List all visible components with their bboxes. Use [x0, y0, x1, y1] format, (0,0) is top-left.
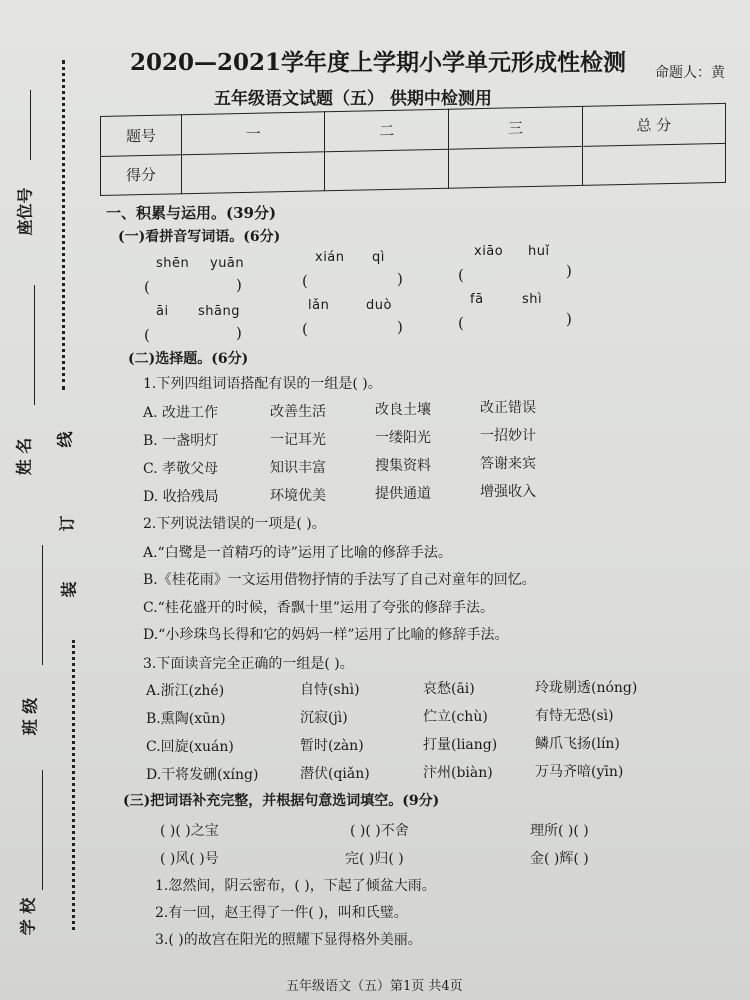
answer-paren-close[interactable]: ) — [566, 310, 572, 328]
answer-paren-open[interactable]: ( — [144, 278, 150, 296]
fill-word[interactable]: ( )( )之宝 — [160, 823, 219, 839]
answer-paren-close[interactable]: ) — [566, 262, 572, 280]
option-cell: 知识丰富 — [270, 460, 326, 476]
option-cell: D.干将发硎(xíng) — [146, 767, 259, 783]
author-label: 命题人：黄 — [655, 65, 725, 81]
pinyin: shēn — [156, 256, 190, 271]
option-cell: 有恃无恐(sì) — [535, 708, 614, 724]
score-cell[interactable] — [449, 146, 583, 188]
fill-sentence[interactable]: 3.( )的故宫在阳光的照耀下显得格外美丽。 — [155, 932, 422, 948]
pinyin: lǎn — [308, 298, 330, 313]
pinyin: shì — [522, 292, 543, 307]
pinyin: qì — [372, 250, 385, 265]
class-blank-line — [42, 545, 43, 665]
score-table-row-label: 得分 — [101, 154, 182, 195]
option-cell: 万马齐喑(yīn) — [535, 764, 624, 780]
score-table-header-cell: 三 — [449, 106, 583, 148]
fill-word[interactable]: 理所( )( ) — [530, 823, 589, 839]
option-cell: D. 收拾残局 — [143, 489, 219, 505]
score-table — [100, 103, 726, 196]
fill-word[interactable]: 金( )辉( ) — [530, 851, 589, 867]
seat-label: 座位号 — [15, 187, 35, 236]
ding-label: 订 — [57, 515, 77, 532]
option-cell: 自恃(shì) — [300, 682, 360, 698]
option-cell: 答谢来宾 — [480, 456, 536, 472]
option-line: B.《桂花雨》一文运用借物抒情的手法写了自己对童年的回忆。 — [143, 572, 536, 588]
answer-paren-open[interactable]: ( — [302, 320, 308, 338]
option-cell: 暂时(zàn) — [300, 738, 364, 754]
option-cell: 玲珑剔透(nóng) — [535, 680, 638, 696]
option-cell: 改良土壤 — [375, 402, 431, 418]
xian-label: 线 — [55, 431, 75, 448]
option-cell: B.熏陶(xūn) — [146, 711, 226, 727]
option-cell: C. 孝敬父母 — [143, 461, 219, 477]
option-cell: 打量(liang) — [423, 737, 498, 753]
class-label: 班 级 — [20, 697, 40, 736]
fill-sentence[interactable]: 1.忽然间，阴云密布，( )，下起了倾盆大雨。 — [155, 878, 436, 894]
seat-blank-line — [30, 90, 31, 160]
dotted-cut-line-top — [62, 60, 65, 390]
option-cell: 增强收入 — [480, 484, 536, 500]
sub3-heading: (三)把词语补充完整，并根据句意选词填空。(9分) — [123, 793, 440, 809]
fill-word[interactable]: 完( )归( ) — [345, 851, 404, 867]
school-label: 学 校 — [18, 897, 38, 936]
sub1-heading: (一)看拼音写词语。(6分) — [118, 229, 281, 245]
option-line: A.“白鹭是一首精巧的诗”运用了比喻的修辞手法。 — [143, 545, 452, 561]
option-cell: 伫立(chù) — [423, 709, 488, 725]
option-cell: 一缕阳光 — [375, 430, 431, 446]
option-cell: A. 改进工作 — [143, 405, 219, 421]
zhuang-label: 装 — [59, 581, 79, 598]
score-cell[interactable] — [325, 149, 449, 191]
option-cell: A.浙江(zhé) — [146, 683, 225, 699]
option-cell: 提供通道 — [375, 486, 431, 502]
exam-title: 2020—2021学年度上学期小学单元形成性检测 — [130, 49, 627, 76]
question-stem: 1.下列四组词语搭配有误的一组是( )。 — [143, 376, 382, 392]
option-cell: C.回旋(xuán) — [146, 739, 234, 755]
option-cell: 一招妙计 — [480, 428, 536, 444]
answer-paren-open[interactable]: ( — [302, 272, 308, 290]
pinyin: shāng — [198, 304, 240, 319]
exam-subtitle: 五年级语文试题（五） 供期中检测用 — [214, 89, 492, 109]
name-blank-line — [34, 285, 35, 405]
option-cell: 环境优美 — [270, 488, 326, 504]
option-cell: 搜集资料 — [375, 458, 431, 474]
question-stem: 3.下面读音完全正确的一组是( )。 — [143, 656, 354, 672]
option-cell: 汴州(biàn) — [423, 765, 493, 781]
answer-paren-close[interactable]: ) — [236, 276, 242, 294]
dotted-cut-line-bottom — [72, 640, 75, 930]
option-cell: 潜伏(qiǎn) — [300, 766, 370, 782]
answer-paren-close[interactable]: ) — [236, 324, 242, 342]
option-cell: 哀愁(āi) — [423, 681, 475, 697]
fill-word[interactable]: ( )风( )号 — [160, 851, 219, 867]
option-cell: B. 一盏明灯 — [143, 433, 219, 449]
pinyin: fā — [470, 292, 484, 307]
score-table-header-cell: 二 — [325, 109, 449, 151]
answer-paren-open[interactable]: ( — [458, 314, 464, 332]
section1-heading: 一、积累与运用。(39分) — [106, 204, 277, 222]
pinyin: xiāo — [474, 244, 504, 259]
pinyin: duò — [366, 298, 392, 313]
pinyin: huǐ — [528, 244, 550, 259]
name-label: 姓 名 — [14, 437, 34, 476]
answer-paren-open[interactable]: ( — [458, 266, 464, 284]
page-footer: 五年级语文（五）第1页 共4页 — [286, 979, 463, 994]
sub2-heading: (二)选择题。(6分) — [128, 351, 249, 367]
option-cell: 一记耳光 — [270, 432, 326, 448]
option-cell: 改善生活 — [270, 404, 326, 420]
school-blank-line — [42, 770, 43, 890]
option-line: C.“桂花盛开的时候，香飘十里”运用了夸张的修辞手法。 — [143, 600, 494, 616]
answer-paren-close[interactable]: ) — [397, 318, 403, 336]
pinyin: yuān — [210, 256, 245, 271]
option-cell: 鳞爪飞扬(lín) — [535, 736, 620, 752]
answer-paren-open[interactable]: ( — [144, 326, 150, 344]
option-line: D.“小珍珠鸟长得和它的妈妈一样”运用了比喻的修辞手法。 — [143, 627, 509, 643]
answer-paren-close[interactable]: ) — [397, 270, 403, 288]
score-table-header-cell: 总 分 — [582, 103, 725, 146]
pinyin: āi — [156, 304, 169, 319]
fill-sentence[interactable]: 2.有一回，赵王得了一件( )，叫和氏璧。 — [155, 905, 408, 921]
score-cell[interactable] — [182, 151, 325, 194]
pinyin: xián — [315, 250, 345, 265]
score-cell[interactable] — [582, 143, 725, 186]
option-cell: 改正错误 — [480, 400, 536, 416]
score-table-header-cell: 题号 — [101, 115, 182, 156]
question-stem: 2.下列说法错误的一项是( )。 — [143, 516, 326, 532]
fill-word[interactable]: ( )( )不舍 — [350, 823, 409, 839]
option-cell: 沉寂(jì) — [300, 710, 348, 726]
score-table-header-cell: 一 — [182, 112, 325, 155]
